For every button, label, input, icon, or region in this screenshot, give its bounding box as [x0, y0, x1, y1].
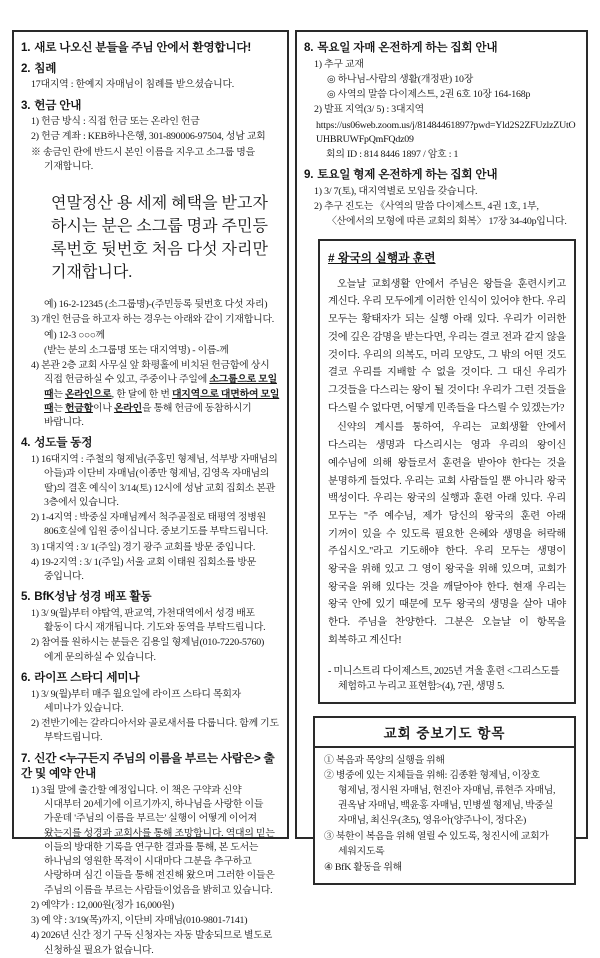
article-paragraph: 신약의 계시를 통하여, 우리는 교회생활 안에서 다스리는 생명과 다스리시는 영과 우리의 왕이신 예수님에 의해 왕들로서 훈련을 받아야 한다는 것을 분명하게 들었다. 우리는 교회 사람들일 뿐 아니라 왕국 백성이다. 우리는 왕국의 실행과 훈련 아래 있다. 우리 모두는 "주 예수님, 제가 당신의 왕국의 훈련 아래 기꺼이 있을 수 있도록 필요한 은혜와 생명을 허락해 주십시오."라고 기도해야 한다. 우리 모두는 생명이 왕국을 위해 있고 그 영이 왕국을 위해 있으며, 교회가 왕국을 위해 있다는 것을 깨달아야 한다. 현재 우리는 왕국 안에 있기 때문에 모두 왕국의 생명을 살아 내야 한다. 주님을 찬양한다. 그분은 오늘날 이 항목을 회복하고 계신다!	[328, 422, 566, 646]
list-item: 2) 발표 지역(3/ 5) : 3대지역	[314, 104, 425, 116]
section-title: 라이프 스타디 세미나	[34, 670, 140, 684]
section-thursday-meeting	[304, 40, 579, 162]
section-welcome	[21, 40, 280, 56]
text-run: 는	[53, 402, 65, 414]
section-number: 6.	[21, 670, 31, 684]
list-item: 1) 3/ 9(월)부터 매주 월요일에 라이프 스타디 목회자 세미나가 있습니다.	[31, 688, 242, 714]
section-2-heading	[21, 61, 280, 77]
section-title: 목요일 자매 온전하게 하는 집회 안내	[317, 41, 498, 54]
intercession-title: 교회 중보기도 항목	[315, 718, 574, 748]
section-number: 7.	[21, 751, 31, 765]
section-number: 3.	[21, 98, 31, 112]
section-title: 헌금 안내	[34, 98, 82, 112]
list-item: 1) 추구 교재	[314, 58, 364, 70]
section-title: BfK성남 성경 배포 활동	[34, 590, 152, 604]
right-column-box	[295, 30, 588, 873]
section-new-book	[21, 751, 280, 958]
prayer-item: ① 복음과 목양의 실행을 위해	[324, 754, 445, 766]
list-item: 1) 3월 말에 출간할 예정입니다. 이 책은 구약과 신약 시대부터 20세기에 이르기까지, 하나님을 사랑한 이들 가운데 '주님의 이름을 부르는' 실행이 어떻게 이어져 왔는지를 성경과 교회사를 통해 조망합니다. 역대의 믿는 이들의 방대한 기록을 연구한 결과를 통해, 본 도서는 하나님의 영원한 목적이 시대마다 그분을 추구하고 사랑하며 심긴 이들을 통해 전진해 왔으며 그러한 이들은 주님의 이름을 부르는 사람들이었음을 밝히고 있습니다.	[31, 784, 275, 896]
offering-example: 예) 16-2-12345 (소그룹명)-(주민등록 뒷번호 다섯 자리)	[44, 299, 268, 311]
section-number: 4.	[21, 436, 31, 450]
article-source: - 미니스트리 다이제스트, 2025년 겨울 훈련 <그리스도를 체험하고 누리고 표현함>(4), 7권, 생명 5.	[328, 665, 560, 692]
section-life-study-seminar	[21, 670, 280, 746]
zoom-meeting-link: https://us06web.zoom.us/j/81484461897?pwd=Yld2S2ZFUzlzZUtOUHBRUWFpQmFQdz09	[316, 119, 576, 145]
list-item: 1) 16대지역 : 주철의 형제님(주홍민 형제님, 석부방 자매님의 아들)과 이단비 자매님(이종만 형제님, 김영옥 자매님의 딸)의 결혼 예식이 3/14(토) 12시에 성남 교회 집회소 본관 3층에서 있습니다.	[31, 454, 278, 508]
intercession-box	[313, 716, 576, 886]
kingdom-article-box	[318, 239, 576, 704]
section-saturday-meeting	[304, 167, 579, 228]
list-item: 2) 헌금 계좌 : KEB하나은행, 301-890006-97504, 성남 교회	[31, 131, 266, 143]
list-item: 2) 예약가 : 12,000원(정가 16,000원)	[31, 899, 174, 911]
section-title: 토요일 형제 온전하게 하는 집회 안내	[317, 168, 498, 182]
text-run: , 한 달에 한 번	[111, 388, 172, 400]
list-item: 17대지역 : 한예지 자매님이 침례를 받으셨습니다.	[31, 79, 235, 91]
emphasis-run: 헌금함	[64, 402, 93, 414]
section-title: 침례	[34, 61, 57, 75]
list-item: 2) 1-4지역 : 박중실 자매님께서 척주골절로 태평역 정병원 806호실에 입원 중이십니다. 중보기도를 부탁드립니다.	[31, 512, 268, 538]
offering-example: 예) 12-3 ○○○께	[44, 329, 105, 341]
emphasis-run: 소그룹으로 모일 때	[44, 374, 277, 400]
section-baptism	[21, 61, 280, 93]
list-item: 2) 전반기에는 갈라디아서와 골로새서를 다룹니다. 함께 기도 부탁드립니다.	[31, 718, 279, 744]
section-3-heading	[21, 98, 280, 114]
list-item: 4) 2026년 신간 정기 구독 신청자는 자동 발송되므로 별도로 신청하실 필요가 없습니다.	[31, 930, 273, 956]
offering-note-cont: 연말정산 용 세제 혜택을 받고자 하시는 분은 소그룹 명과 주민등록번호 뒷번호 처음 다섯 자리만 기재합니다.	[51, 195, 268, 282]
emphasis-run: 온라인	[113, 402, 142, 414]
text-run: 4) 본관 2층 교회 사무실 앞 화평홀에 비치된 헌금함에 상시 직접 헌금하실 수 있고, 주중이나 주일에	[31, 360, 270, 386]
text-run: 이나	[92, 402, 114, 414]
section-5-heading	[21, 589, 280, 605]
section-bible-distribution	[21, 589, 280, 665]
list-item: 4) 19-2지역 : 3/ 1(주일) 서울 교회 이태원 집회소를 방문 중입니다.	[31, 556, 257, 583]
section-saints-news	[21, 435, 280, 584]
section-number: 8.	[304, 41, 314, 54]
list-item: 3) 1대지역 : 3/ 1(주일) 경기 광주 교회를 방문 중입니다.	[31, 541, 256, 553]
section-number: 5.	[21, 590, 31, 604]
emphasis-run: 온라인으로	[64, 388, 112, 400]
offering-example: (받는 분의 소그룹명 또는 대지역명) - 이름-께	[44, 344, 229, 356]
list-item: 2) 참여를 원하시는 분들은 김용일 형제님(010-7220-5760)에게 문의하실 수 있습니다.	[31, 637, 265, 663]
section-title: 신간 <누구든지 주님의 이름을 부르는 사람은> 출간 및 예약 안내	[21, 751, 275, 781]
section-7-heading	[21, 751, 280, 782]
prayer-item: ③ 북한이 복음을 위해 열릴 수 있도록, 청진시에 교회가 세워지도록	[324, 830, 549, 857]
list-item: 2) 추구 진도는 《사역의 말씀 다이제스트, 4권 1호, 1부, 〈산에서의 모형에 따른 교회의 회복〉 17장 34-40p입니다.	[314, 201, 567, 227]
section-offering	[21, 98, 280, 431]
text-run: 을 통해 헌금에 동참하시기 바랍니다.	[44, 402, 252, 429]
prayer-item: ④ BfK 활동을 위해	[324, 861, 402, 873]
article-paragraph: 오늘날 교회생활 안에서 주님은 왕들을 훈련시키고 계신다. 우리 모두에게 이러한 인식이 있어야 한다. 우리 모두는 황태자가 되는 실행 아래 있다. 우리가 이러한 것에 깊은 감명을 받는다면, 우리는 결코 전과 같지 않을 것이다. 우리의 의복도, 머리 모양도, 그 밖의 어떤 것도 결코 우리를 지배할 수 없을 것이다. 그 대신 우리가 그것들을 다스리는 왕이 될 것이다! 우리가 그런 것들을 다스릴 수 없다면, 어떻게 민족들을 다스릴 수 있겠는가?	[328, 278, 566, 414]
left-column-box	[12, 30, 289, 956]
list-item: 3) 개인 헌금을 하고자 하는 경우는 아래와 같이 기재합니다.	[31, 314, 275, 326]
section-9-heading	[304, 167, 579, 183]
section-1-heading	[21, 40, 280, 56]
list-item: 1) 3/ 7(토), 대지역별로 모임을 갖습니다.	[314, 186, 478, 198]
material-item: ◎ 사역의 말씀 다이제스트, 2권 6호 10장 164-168p	[327, 89, 531, 101]
offering-note: ※ 송금인 란에 반드시 본인 이름을 지우고 소그룹 명을 기재합니다.	[31, 146, 255, 172]
emphasis-run: 대지역으로 대면하여 모일 때	[44, 388, 280, 414]
offering-item-4	[21, 359, 280, 430]
section-number: 9.	[304, 168, 314, 182]
text-run: 는	[53, 388, 65, 400]
section-6-heading	[21, 670, 280, 686]
section-number: 1.	[21, 41, 31, 54]
section-8-heading	[304, 40, 579, 56]
section-number: 2.	[21, 61, 31, 75]
list-item: 1) 헌금 방식 : 직접 헌금 또는 온라인 헌금	[31, 116, 200, 128]
section-title: 새로 나오신 분들을 주님 안에서 환영합니다!	[34, 41, 252, 54]
prayer-item: ② 병중에 있는 지체들을 위해: 김종환 형제님, 이장호 형제님, 정시원 자매님, 현진아 자매님, 류현주 자매님, 권옥남 자매님, 백윤홍 자매님, 민병셀 형제님, 박중실 자매님, 최신우(초5), 영유아(양주나이, 정다온)	[324, 770, 556, 826]
list-item: 3) 예 약 : 3/19(목)까지, 이단비 자매님(010-9801-7141)	[31, 915, 248, 927]
material-item: ◎ 하나님-사람의 생활(개정판) 10장	[327, 73, 474, 85]
article-heading: # 왕국의 실행과 훈련	[328, 250, 436, 265]
section-4-heading	[21, 435, 280, 451]
meeting-id-line: 회의 ID : 814 8446 1897 / 암호 : 1	[326, 149, 459, 161]
section-title: 성도들 동정	[34, 436, 93, 450]
list-item: 1) 3/ 9(월)부터 야탑역, 판교역, 가천대역에서 성경 배포 활동이 다시 재개됩니다. 기도와 동역을 부탁드립니다.	[31, 607, 266, 634]
